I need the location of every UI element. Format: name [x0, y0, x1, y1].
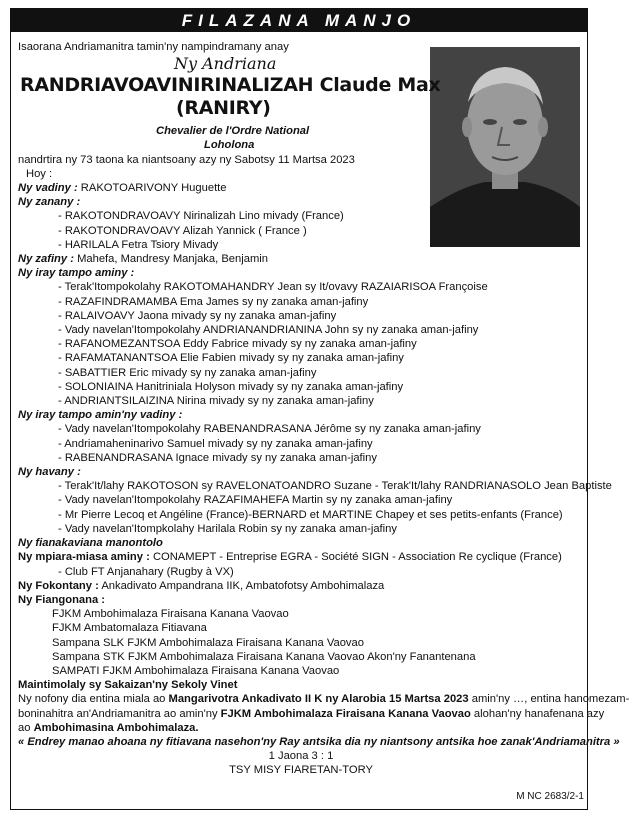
iray-tampo-vady-list: [18, 422, 584, 465]
list-item: - Vady navelan'Itompokolahy RAZAFIMAHEFA Martin sy ny zanaka aman-jafiny: [58, 494, 453, 507]
list-item: Sampana STK FJKM Ambohimalaza Firaisana Kanana Vaovao Akon'ny Fanantenana: [52, 650, 476, 663]
iray-tampo-vady-label: Ny iray tampo amin'ny vadiny :: [18, 409, 183, 422]
list-item: - RAZAFINDRAMAMBA Ema James sy ny zanaka aman-jafiny: [58, 295, 369, 308]
list-item: SAMPATI FJKM Ambohimalaza Firaisana Kanana Vaovao: [52, 664, 340, 677]
distinction: Chevalier de l'Ordre National: [156, 125, 310, 138]
zanany-label: Ny zanany :: [18, 196, 81, 209]
list-item: - RAFANOMEZANTSOA Eddy Fabrice mivady sy ny zanaka aman-jafiny: [58, 338, 417, 351]
reference-code: M NC 2683/2-1: [516, 791, 584, 802]
zafiny-row: Ny zafiny : Mahefa, Mandresy Manjaka, Benjamin: [18, 253, 268, 266]
havany-label: Ny havany :: [18, 466, 81, 479]
list-item: - ANDRIANTSILAIZINA Nirina mivady sy ny zanaka aman-jafiny: [58, 395, 374, 408]
fiangonana-list: [18, 607, 584, 678]
list-item: - Vady navelan'Itompkolahy Harilala Robin sy ny zanaka aman-jafiny: [58, 522, 397, 535]
list-item: - Vady navelan'Itompokolahy RABENANDRASANA Jérôme sy ny zanaka aman-jafiny: [58, 423, 481, 436]
list-item: - RABENANDRASANA Ignace mivady sy ny zanaka aman-jafiny: [58, 451, 377, 464]
list-item: FJKM Ambohimalaza Firaisana Kanana Vaovao: [52, 608, 289, 621]
honorific: Ny Andriana: [174, 54, 277, 74]
notice-header: FILAZANA MANJO: [11, 9, 587, 32]
iray-tampo-label: Ny iray tampo aminy :: [18, 267, 135, 280]
list-item: - RAKOTONDRAVOAVY Nirinalizah Lino mivady (France): [58, 210, 344, 223]
list-item: - RAKOTONDRAVOAVY Alizah Yannick ( France ): [58, 224, 307, 237]
list-item: - SABATTIER Eric mivady sy ny zanaka aman-jafiny: [58, 366, 317, 379]
list-item: FJKM Ambatomalaza Fitiavana: [52, 622, 207, 635]
age-text: nandrtira ny 73 taona ka niantsoany azy ny Sabotsy 11 Martsa 2023: [18, 153, 355, 166]
vadiny-row: Ny vadiny : RAKOTOARIVONY Huguette: [18, 182, 227, 195]
list-item: - Mr Pierre Lecoq et Angéline (France)-BERNARD et MARTINE Chapey et ses petits-enfants (France): [58, 508, 563, 521]
intro-text: Isaorana Andriamanitra tamin'ny nampindramany anay: [18, 41, 289, 53]
mpiara-extra: - Club FT Anjanahary (Rugby à VX): [58, 565, 234, 578]
notice-body: [18, 40, 629, 778]
list-item: - Terak'Itompokolahy RAKOTOMAHANDRY Jean sy It/ovavy RAZAIARISOA Françoise: [58, 281, 488, 294]
list-item: - HARILALA Fetra Tsiory Mivady: [58, 238, 219, 251]
zanany-list: [18, 209, 584, 252]
fiangonana-label: Ny Fiangonana :: [18, 593, 106, 606]
list-item: - Vady navelan'Itompokolahy ANDRIANANDRIANINA John sy ny zanaka aman-jafiny: [58, 324, 479, 337]
maintimolaly-text: Maintimolaly sy Sakaizan'ny Sekoly Vinet: [18, 679, 238, 692]
hoy-text: Hoy :: [26, 167, 53, 180]
funeral-line-3: ao Ambohimasina Ambohimalaza.: [18, 721, 199, 734]
iray-tampo-list: [18, 280, 584, 408]
list-item: - RAFAMATANANTSOA Elie Fabien mivady sy ny zanaka aman-jafiny: [58, 352, 404, 365]
mpiara-row: Ny mpiara-miasa aminy : CONAMEPT - Entreprise EGRA - Société SIGN - Association Re cyclique (France): [18, 551, 562, 564]
list-item: - Andriamaheninarivo Samuel mivady sy ny zanaka aman-jafiny: [58, 437, 373, 450]
bible-verse: 1 Jaona 3 : 1: [268, 750, 334, 763]
list-item: - SOLONIAINA Hanitriniala Holyson mivady sy ny zanaka aman-jafiny: [58, 380, 404, 393]
deceased-nickname: (RANIRY): [176, 97, 271, 120]
fianakaviana-label: Ny fianakaviana manontolo: [18, 537, 163, 550]
list-item: Sampana SLK FJKM Ambohimalaza Firaisana Kanana Vaovao: [52, 636, 364, 649]
list-item: - Terak'It/lahy RAKOTOSON sy RAVELONATOANDRO Suzane - Terak'It/lahy RANDRIANASOLO Jean Baptiste: [58, 480, 612, 493]
funeral-line-1: Ny nofony dia entina miala ao Mangarivotra Ankadivato II K ny Alarobia 15 Martsa 2023 amin'ny …, entina hanomezam-: [18, 693, 629, 706]
fokontany-row: Ny Fokontany : Ankadivato Ampandrana IIK, Ambatofotsy Ambohimalaza: [18, 579, 385, 592]
bible-quote: « Endrey manao ahoana ny fitiavana nasehon'ny Ray antsika dia ny niantsony antsika hoe zanak'Andriamanitra »: [18, 735, 620, 748]
havany-list: [18, 479, 612, 536]
closing-text: TSY MISY FIARETAN-TORY: [229, 764, 373, 777]
list-item: - RALAIVOAVY Jaona mivady sy ny zanaka aman-jafiny: [58, 309, 337, 322]
deceased-name: RANDRIAVOAVINIRINALIZAH Claude Max: [20, 74, 441, 97]
funeral-line-2: boninahitra an'Andriamanitra ao amin'ny FJKM Ambohimalaza Firaisana Kanana Vaovao alohan'ny hanafenana azy: [18, 707, 605, 720]
title-loholona: Loholona: [204, 139, 255, 152]
